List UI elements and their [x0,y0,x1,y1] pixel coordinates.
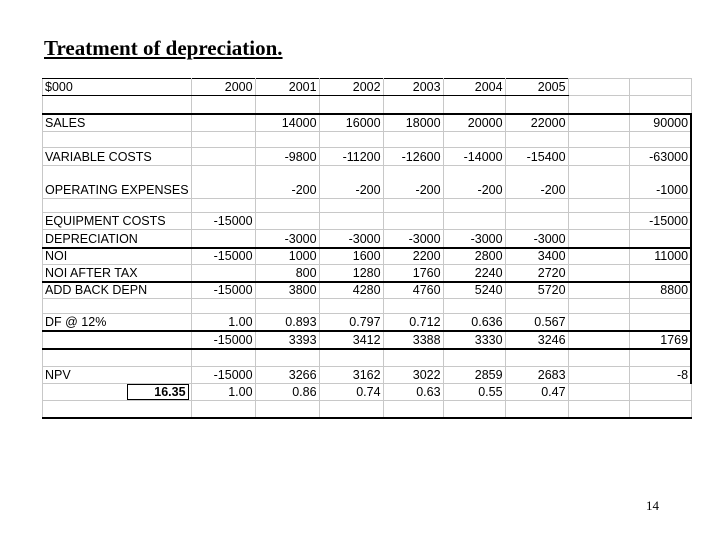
table-cell [629,265,691,282]
row-label: OPERATING EXPENSES [43,166,192,199]
table-cell: 1760 [383,265,443,282]
table-cell [319,213,383,230]
table-cell [629,401,691,418]
table-cell [191,265,255,282]
row-label: ADD BACK DEPN [43,282,192,299]
table-cell: 1.00 [191,314,255,331]
table-cell: -12600 [383,148,443,166]
row-label [43,132,192,148]
table-cell [319,199,383,213]
table-cell: -15000 [191,213,255,230]
table-cell: 3266 [255,367,319,384]
table-cell: 11000 [629,248,691,265]
npv-result-box: 16.35 [127,384,189,400]
table-cell: -200 [255,166,319,199]
table-cell: -3000 [255,230,319,248]
table-cell: 2800 [443,248,505,265]
row-label [43,199,192,213]
table-cell: 0.74 [319,384,383,401]
table-cell: 14000 [255,114,319,132]
table-row [43,132,692,148]
table-cell: -3000 [505,230,568,248]
table-cell: -15000 [191,367,255,384]
table-cell: 800 [255,265,319,282]
table-cell [383,96,443,114]
table-cell: 8800 [629,282,691,299]
table-cell [629,96,691,114]
table-row [43,401,692,418]
table-cell: 4280 [319,282,383,299]
table-cell: -15400 [505,148,568,166]
table-cell: -11200 [319,148,383,166]
table-cell [629,230,691,248]
table-cell [443,132,505,148]
table-cell [568,230,629,248]
table-cell [255,299,319,314]
row-label [43,299,192,314]
table-cell [383,199,443,213]
table-cell: 16000 [319,114,383,132]
table-row [43,114,692,132]
table-cell: 22000 [505,114,568,132]
table-row [43,248,692,265]
table-cell [629,132,691,148]
table-cell [255,401,319,418]
table-cell [191,230,255,248]
table-cell: 2000 [191,79,255,96]
table-cell [443,349,505,367]
table-cell [191,401,255,418]
table-row [43,384,692,401]
table-cell [319,401,383,418]
table-cell [568,367,629,384]
table-cell: 0.712 [383,314,443,331]
table-cell: 3330 [443,331,505,349]
table-cell [191,148,255,166]
table-cell [629,199,691,213]
table-cell: 0.86 [255,384,319,401]
table-cell [568,79,629,96]
table-cell: 0.567 [505,314,568,331]
row-label: EQUIPMENT COSTS [43,213,192,230]
table-cell: -15000 [191,331,255,349]
table-cell: 0.55 [443,384,505,401]
table-cell [505,213,568,230]
table-cell [191,166,255,199]
table-cell: 2005 [505,79,568,96]
table-cell [629,314,691,331]
table-row [43,367,692,384]
table-cell: 2240 [443,265,505,282]
table-row [43,314,692,331]
table-cell: -63000 [629,148,691,166]
row-label: DF @ 12% [43,314,192,331]
table-cell [629,349,691,367]
table-cell [383,132,443,148]
depreciation-spreadsheet [42,78,692,419]
table-cell [505,132,568,148]
table-cell: -9800 [255,148,319,166]
table-cell [629,299,691,314]
table-cell: 2720 [505,265,568,282]
table-cell: 2004 [443,79,505,96]
table-cell [319,299,383,314]
table-cell: -200 [443,166,505,199]
table-row [43,299,692,314]
table-cell [568,148,629,166]
table-cell: 0.893 [255,314,319,331]
table-row [43,349,692,367]
table-cell: 1600 [319,248,383,265]
table-cell [191,299,255,314]
table-cell: 3400 [505,248,568,265]
table-cell [443,199,505,213]
table-cell [568,314,629,331]
table-cell [255,213,319,230]
table-cell [568,265,629,282]
table-cell: 3412 [319,331,383,349]
table-cell: -8 [629,367,691,384]
table-cell: 3246 [505,331,568,349]
table-cell [255,199,319,213]
table-cell [568,401,629,418]
table-cell: -15000 [191,248,255,265]
table-row [43,199,692,213]
table-cell [568,96,629,114]
table-cell [568,331,629,349]
table-cell: 2683 [505,367,568,384]
table-cell [568,349,629,367]
table-cell [191,96,255,114]
table-cell [443,213,505,230]
table-cell [383,213,443,230]
table-cell [629,384,691,401]
table-cell: -200 [383,166,443,199]
table-cell [568,248,629,265]
table-row [43,79,692,96]
table-cell: -15000 [629,213,691,230]
table-cell [191,199,255,213]
table-cell [319,132,383,148]
table-cell [505,96,568,114]
table-cell: 1.00 [191,384,255,401]
table-cell: 3388 [383,331,443,349]
table-cell: -200 [505,166,568,199]
table-cell [505,401,568,418]
row-label: $000 [43,79,192,96]
row-label [43,401,192,418]
row-label: NOI [43,248,192,265]
table-row [43,96,692,114]
table-cell: 90000 [629,114,691,132]
table-cell: 1769 [629,331,691,349]
table-row [43,282,692,299]
table-cell: -14000 [443,148,505,166]
table-cell [191,132,255,148]
table-cell: 18000 [383,114,443,132]
table-cell: -200 [319,166,383,199]
row-label [43,96,192,114]
slide-title: Treatment of depreciation. [44,36,283,60]
table-cell [191,349,255,367]
table-cell [255,349,319,367]
row-label: VARIABLE COSTS [43,148,192,166]
row-label: NPV [43,367,192,384]
row-label [43,331,192,349]
table-cell: 2200 [383,248,443,265]
table-cell: 0.636 [443,314,505,331]
table-cell: 0.63 [383,384,443,401]
table-cell: 3393 [255,331,319,349]
table-row [43,166,692,199]
table-cell: 5240 [443,282,505,299]
table-cell: 20000 [443,114,505,132]
table-cell [255,132,319,148]
table-cell: -3000 [383,230,443,248]
table-row [43,331,692,349]
table-row [43,148,692,166]
table-cell: 1280 [319,265,383,282]
table-cell [383,349,443,367]
table-cell: 3162 [319,367,383,384]
table-cell [443,299,505,314]
row-label: SALES [43,114,192,132]
row-label: DEPRECIATION [43,230,192,248]
page-number: 14 [646,498,659,513]
table-cell [443,401,505,418]
table-cell: -3000 [443,230,505,248]
table-cell [505,349,568,367]
table-cell: -1000 [629,166,691,199]
table-cell [568,213,629,230]
table-cell [568,199,629,213]
row-label [43,349,192,367]
table-cell: 0.47 [505,384,568,401]
table-cell [568,299,629,314]
table-cell [568,282,629,299]
table-cell [568,132,629,148]
table-cell: 3022 [383,367,443,384]
table-cell [629,79,691,96]
table-row [43,213,692,230]
table-cell: 2002 [319,79,383,96]
table-cell: -15000 [191,282,255,299]
table-cell: 3800 [255,282,319,299]
table-cell [191,114,255,132]
table-cell [383,401,443,418]
table-cell [505,199,568,213]
table-cell: -3000 [319,230,383,248]
table-cell: 4760 [383,282,443,299]
row-label: NOI AFTER TAX [43,265,192,282]
table-cell: 2001 [255,79,319,96]
row-label [43,384,192,401]
table-cell [383,299,443,314]
table-cell: 1000 [255,248,319,265]
table-cell [255,96,319,114]
table-cell [568,166,629,199]
table-cell: 2859 [443,367,505,384]
table-cell [319,349,383,367]
table-cell [319,96,383,114]
table-row [43,265,692,282]
table-cell [505,299,568,314]
table-row [43,230,692,248]
table-cell: 0.797 [319,314,383,331]
table-cell [568,114,629,132]
table-cell: 5720 [505,282,568,299]
table-cell: 2003 [383,79,443,96]
table-cell [443,96,505,114]
table-cell [568,384,629,401]
